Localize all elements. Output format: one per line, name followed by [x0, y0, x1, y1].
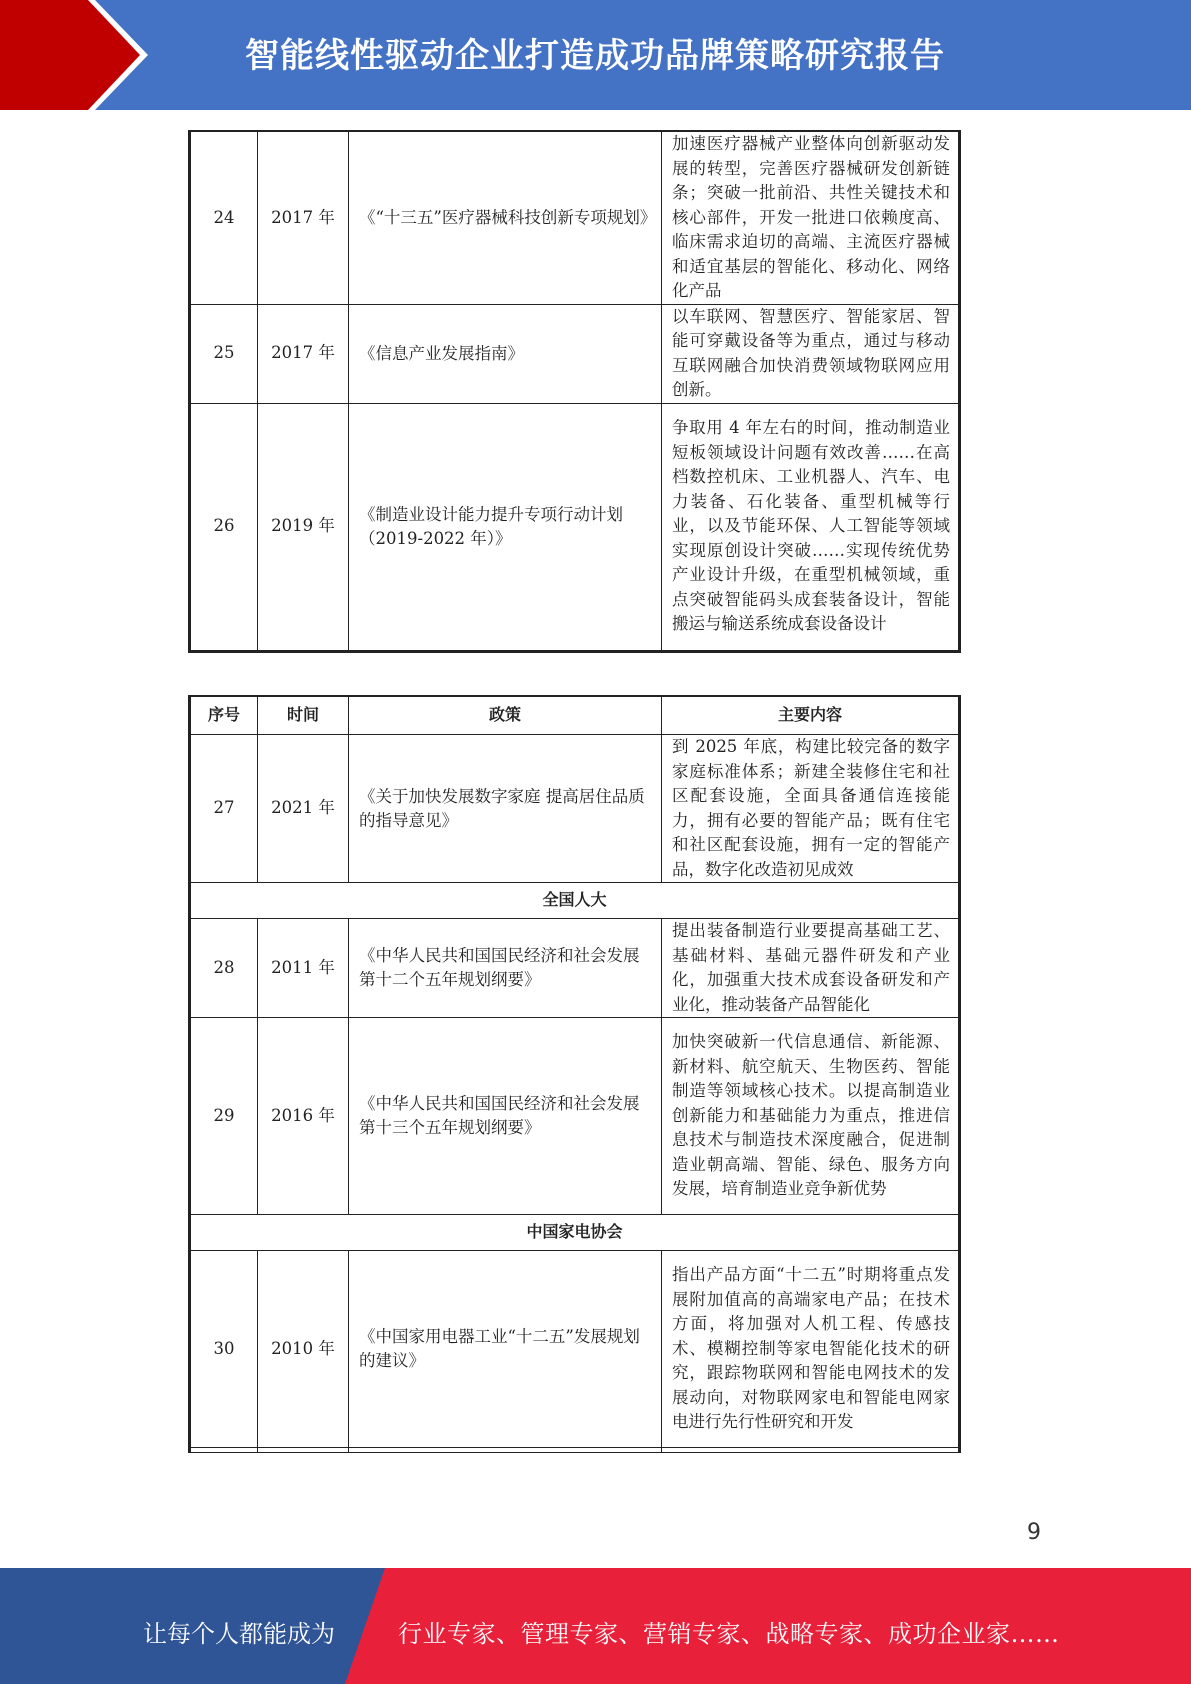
- header-content: 主要内容: [662, 696, 960, 735]
- table-row: [190, 1251, 960, 1448]
- row-number: 27: [190, 735, 258, 883]
- row-content: 加快突破新一代信息通信、新能源、新材料、航空航天、生物医药、智能制造等领域核心技术。以提高制造业创新能力和基础能力为重点，推进信息技术与制造技术深度融合，促进制造业朝高端、智能、绿色、服务方向发展，培育制造业竞争新优势: [662, 1018, 960, 1215]
- policy-table: [188, 695, 961, 1453]
- page-header: [0, 0, 1191, 110]
- section-row: [190, 883, 960, 919]
- row-policy: 《中国家用电器工业“十二五”发展规划的建议》: [349, 1251, 662, 1448]
- row-number: 25: [190, 304, 258, 403]
- page-footer: [0, 1568, 1191, 1684]
- row-year: 2016 年: [258, 1018, 349, 1215]
- report-title: 智能线性驱动企业打造成功品牌策略研究报告: [245, 36, 945, 76]
- row-content: 指出产品方面“十二五”时期将重点发展附加值高的高端家电产品；在技术方面，将加强对人机工程、传感技术、模糊控制等家电智能化技术的研究，跟踪物联网和智能电网技术的发展动向，对物联网家电和智能电网家电进行先行性研究和开发: [662, 1251, 960, 1448]
- section-row: [190, 1215, 960, 1251]
- row-number: 26: [190, 403, 258, 651]
- row-policy: 《“十三五”医疗器械科技创新专项规划》: [349, 131, 662, 304]
- row-content: 以车联网、智慧医疗、智能家居、智能可穿戴设备等为重点，通过与移动互联网融合加快消费领域物联网应用创新。: [662, 304, 960, 403]
- section-title-npc: 全国人大: [190, 883, 960, 919]
- row-policy: 《制造业设计能力提升专项行动计划（2019-2022 年）》: [349, 403, 662, 651]
- header-num: 序号: [190, 696, 258, 735]
- row-content: 到 2025 年底，构建比较完备的数字家庭标准体系；新建全装修住宅和社区配套设施，全面具备通信连接能力，拥有必要的智能产品；既有住宅和社区配套设施，拥有一定的智能产品，数字化改造初见成效: [662, 735, 960, 883]
- row-number: 30: [190, 1251, 258, 1448]
- row-policy: 《关于加快发展数字家庭 提高居住品质的指导意见》: [349, 735, 662, 883]
- row-year: 2011 年: [258, 919, 349, 1018]
- row-content: 争取用 4 年左右的时间，推动制造业短板领域设计问题有效改善……在高档数控机床、工业机器人、汽车、电力装备、石化装备、重型机械等行业，以及节能环保、人工智能等领域实现原创设计突破……实现传统优势产业设计升级，在重型机械领域，重点突破智能码头成套装备设计，智能搬运与输送系统成套设备设计: [662, 403, 960, 651]
- section-title-cheaa: 中国家电协会: [190, 1215, 960, 1251]
- header-year: 时间: [258, 696, 349, 735]
- table-header-row: [190, 696, 960, 735]
- table-row: [190, 1018, 960, 1215]
- policy-table-continued: [188, 130, 961, 653]
- header-arrow-decoration: [0, 0, 150, 110]
- row-year: 2021 年: [258, 735, 349, 883]
- table-row: [190, 735, 960, 883]
- row-year: 2010 年: [258, 1251, 349, 1448]
- row-policy: 《中华人民共和国国民经济和社会发展第十二个五年规划纲要》: [349, 919, 662, 1018]
- row-number: 28: [190, 919, 258, 1018]
- page-number: 9: [1027, 1520, 1041, 1545]
- row-number: 29: [190, 1018, 258, 1215]
- row-number: 24: [190, 131, 258, 304]
- row-content: 提出装备制造行业要提高基础工艺、基础材料、基础元器件研发和产业化，加强重大技术成套设备研发和产业化，推动装备产品智能化: [662, 919, 960, 1018]
- row-policy: 《中华人民共和国国民经济和社会发展第十三个五年规划纲要》: [349, 1018, 662, 1215]
- row-year: 2019 年: [258, 403, 349, 651]
- table-row: [190, 919, 960, 1018]
- row-content: 加速医疗器械产业整体向创新驱动发展的转型，完善医疗器械研发创新链条；突破一批前沿、共性关键技术和核心部件，开发一批进口依赖度高、临床需求迫切的高端、主流医疗器械和适宜基层的智能化、移动化、网络化产品: [662, 131, 960, 304]
- table-row-cut: [190, 1448, 960, 1453]
- table-row: [190, 131, 960, 304]
- table-row: [190, 304, 960, 403]
- header-policy: 政策: [349, 696, 662, 735]
- table-row: [190, 403, 960, 651]
- footer-slogan-right: 行业专家、管理专家、营销专家、战略专家、成功企业家……: [398, 1620, 1060, 1648]
- footer-slogan-left: 让每个人都能成为: [143, 1620, 335, 1648]
- row-year: 2017 年: [258, 131, 349, 304]
- row-year: 2017 年: [258, 304, 349, 403]
- row-policy: 《信息产业发展指南》: [349, 304, 662, 403]
